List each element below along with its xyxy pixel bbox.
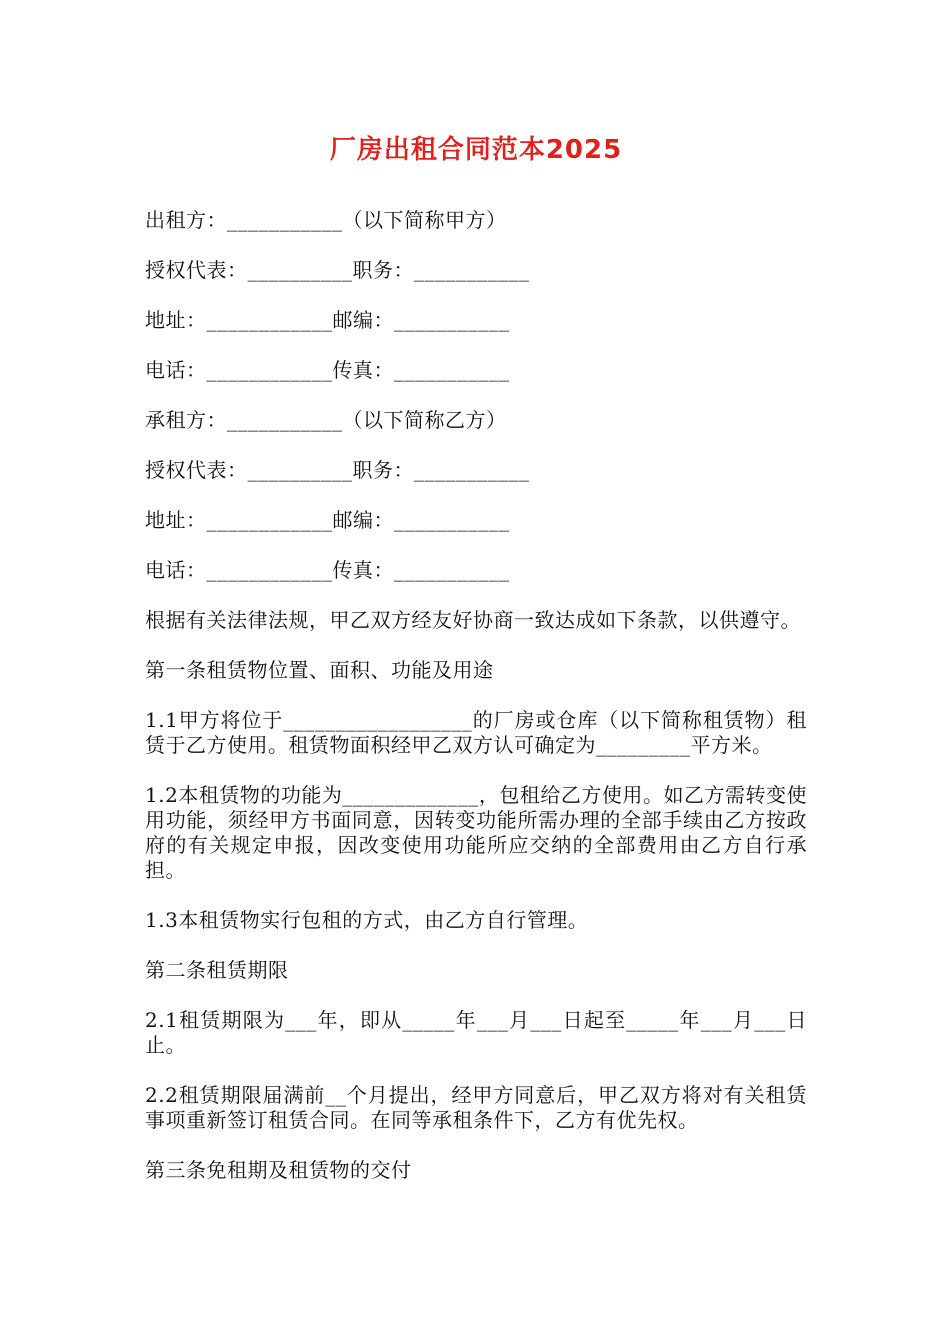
lessor-name-line: 出租方：___________（以下简称甲方） [145, 208, 507, 232]
lessor-address-line: 地址：____________邮编：___________ [145, 308, 510, 332]
lessor-rep-line: 授权代表：__________职务：___________ [145, 258, 530, 282]
lessee-address-line: 地址：____________邮编：___________ [145, 508, 510, 532]
lessee-rep-line: 授权代表：__________职务：___________ [145, 458, 530, 482]
lessee-phone-line: 电话：____________传真：___________ [145, 558, 510, 582]
article1-heading: 第一条租赁物位置、面积、功能及用途 [145, 658, 494, 682]
preamble-paragraph: 根据有关法律法规，甲乙双方经友好协商一致达成如下条款，以供遵守。 [145, 608, 801, 632]
article3-heading: 第三条免租期及租赁物的交付 [145, 1158, 412, 1182]
document-title: 厂房出租合同范本2025 [329, 135, 623, 165]
clause-1-2: 1.2本租赁物的功能为_____________，包租给乙方使用。如乙方需转变使用功能，须经甲方书面同意，因转变功能所需办理的全部手续由乙方按政府的有关规定申报，因改变使用功能所应交纳的全部费用由乙方自行承担。 [145, 783, 807, 882]
clause-2-1: 2.1租赁期限为___年，即从_____年___月___日起至_____年___月___日止。 [145, 1008, 807, 1057]
clause-1-1: 1.1甲方将位于__________________的厂房或仓库（以下简称租赁物）租赁于乙方使用。租赁物面积经甲乙双方认可确定为_________平方米。 [145, 708, 807, 757]
lessee-name-line: 承租方：___________（以下简称乙方） [145, 408, 507, 432]
article2-heading: 第二条租赁期限 [145, 958, 289, 982]
clause-2-2: 2.2租赁期限届满前__个月提出，经甲方同意后，甲乙双方将对有关租赁事项重新签订租赁合同。在同等承租条件下，乙方有优先权。 [145, 1083, 807, 1132]
document-page [145, 130, 807, 1208]
lessor-phone-line: 电话：____________传真：___________ [145, 358, 510, 382]
clause-1-3: 1.3本租赁物实行包租的方式，由乙方自行管理。 [145, 908, 589, 932]
